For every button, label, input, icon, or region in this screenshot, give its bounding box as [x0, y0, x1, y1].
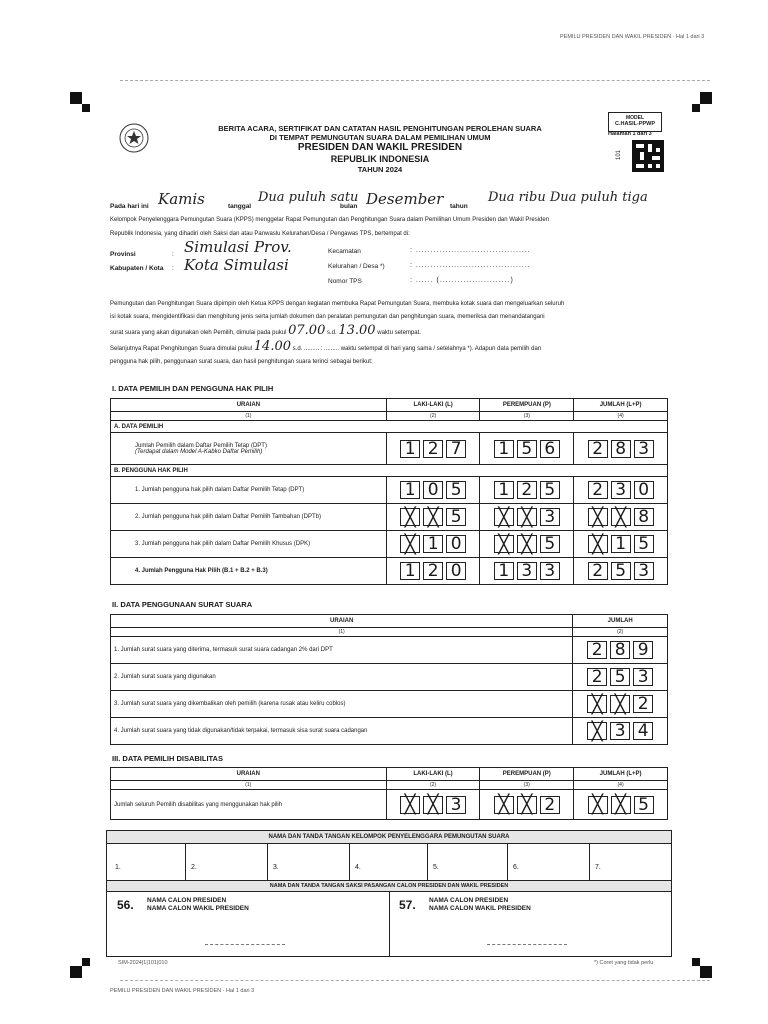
kpps-member-6: 6. — [513, 864, 519, 871]
digit-box: 4 — [633, 722, 653, 740]
digit-box: 6 — [540, 440, 560, 458]
digit-box: 1 — [494, 481, 514, 499]
para-line-4a: Selanjutnya Rapat Penghitungan Suara dimulai pukul — [110, 346, 253, 352]
form-number: 101 — [616, 149, 623, 161]
intro-line-3: Republik Indonesia, yang dihadiri oleh Saksi dan atau Panwaslu Kelurahan/Desa / Pengawas TPS, bertempat di: — [110, 231, 410, 237]
cell-perempuan — [480, 531, 574, 558]
col-uraian: URAIAN — [111, 399, 387, 412]
cell-jumlah — [574, 477, 668, 504]
registration-mark — [692, 958, 700, 966]
kpps-signatures — [107, 844, 671, 881]
table-surat-suara — [110, 614, 668, 745]
table-row — [111, 433, 668, 465]
crossed-digit-box: ╳ — [494, 508, 514, 526]
crossed-digit-box: ╳ — [588, 508, 608, 526]
registration-mark — [70, 966, 82, 978]
cell-laki — [386, 433, 480, 465]
bulan-label: bulan — [340, 203, 358, 210]
row-label-note: (Terdapat dalam Model A-Kabko Daftar Pemilih) — [135, 448, 263, 455]
signature-line — [487, 944, 567, 945]
digit-box: 8 — [611, 440, 631, 458]
table-row — [111, 477, 668, 504]
title-line-2: DI TEMPAT PEMUNGUTAN SUARA DALAM PEMILIHAN UMUM — [269, 133, 491, 142]
digit-box: 5 — [517, 440, 537, 458]
candidate-vice-label: NAMA CALON WAKIL PRESIDEN — [429, 905, 531, 912]
section-1-title: I. DATA PEMILIH DAN PENGGUNA HAK PILIH — [112, 384, 274, 393]
digit-box: 3 — [517, 562, 537, 580]
crossed-digit-box: ╳ — [400, 508, 420, 526]
cell-jumlah — [574, 433, 668, 465]
model-code: C.HASIL-PPWP — [614, 121, 656, 127]
crossed-digit-box: ╳ — [517, 796, 537, 814]
crossed-digit-box: ╳ — [517, 535, 537, 553]
qr-code-icon — [632, 140, 664, 172]
crossed-digit-box: ╳ — [494, 535, 514, 553]
digit-box: 5 — [611, 562, 631, 580]
crossed-digit-box: ╳ — [517, 508, 537, 526]
digit-box: 2 — [587, 668, 607, 686]
digit-box: 2 — [423, 562, 443, 580]
table-row — [111, 637, 668, 664]
title-line-5: TAHUN 2024 — [357, 165, 403, 174]
registration-mark — [82, 104, 90, 112]
crossed-digit-box: ╳ — [423, 796, 443, 814]
para-line-4b: s.d. — [292, 346, 303, 352]
page-counter: Halaman 1 dari 3 — [608, 131, 652, 137]
col-jumlah: JUMLAH (L+P) — [574, 399, 668, 412]
table-pemilih — [110, 398, 668, 585]
digit-boxes — [576, 722, 664, 740]
signature-line — [205, 944, 285, 945]
title-line-1: BERITA ACARA, SERTIFIKAT DAN CATATAN HASIL PENGHITUNGAN PEROLEHAN SUARA — [218, 124, 542, 133]
digit-boxes — [577, 562, 664, 580]
digit-boxes — [390, 796, 477, 814]
top-strip-text: PEMILU PRESIDEN DAN WAKIL PRESIDEN · Hal 1 dari 3 — [560, 34, 705, 40]
cell-perempuan — [480, 504, 574, 531]
crossed-digit-box: ╳ — [610, 695, 630, 713]
digit-boxes — [576, 641, 664, 659]
tanggal-label: tanggal — [228, 203, 252, 210]
para-line-4 — [110, 340, 670, 356]
digit-boxes — [577, 440, 664, 458]
digit-box: 3 — [540, 508, 560, 526]
digit-box: 2 — [588, 440, 608, 458]
crossed-digit-box: ╳ — [494, 796, 514, 814]
row-label: 3. Jumlah surat suara yang dikembalikan oleh pemilih (karena rusak atau keliru coblos) — [111, 691, 573, 718]
digit-box: 1 — [494, 440, 514, 458]
cell-perempuan — [480, 477, 574, 504]
col-num: (1) — [111, 781, 387, 790]
col-num: (1) — [111, 628, 573, 637]
tahun-label: tahun — [450, 203, 468, 210]
row-label: Jumlah seluruh Pemilih disabilitas yang menggunakan hak pilih — [111, 790, 387, 820]
col-num: (1) — [111, 412, 387, 421]
provinsi-value: Simulasi Prov. — [184, 238, 292, 256]
cell-laki — [386, 477, 480, 504]
subsection-b: B. PENGGUNA HAK PILIH — [111, 465, 668, 477]
digit-box: 5 — [634, 796, 654, 814]
hari-value: Kamis — [158, 190, 205, 208]
digit-boxes — [483, 440, 570, 458]
row-label-main: Jumlah Pemilih dalam Daftar Pemilih Tetap (DPT) — [135, 442, 267, 449]
digit-box: 3 — [633, 668, 653, 686]
digit-box: 3 — [446, 796, 466, 814]
kpps-member-4: 4. — [355, 864, 361, 871]
digit-box: 3 — [634, 562, 654, 580]
digit-boxes — [390, 508, 477, 526]
digit-box: 0 — [446, 562, 466, 580]
cell-laki — [386, 558, 480, 585]
kecamatan-value: : ....................................... — [410, 247, 531, 254]
model-box — [608, 112, 662, 132]
cell-jumlah — [573, 637, 668, 664]
kpps-member-2: 2. — [191, 864, 197, 871]
tahun-value: Dua ribu Dua puluh tiga — [488, 190, 648, 205]
crossed-digit-box: ╳ — [588, 535, 608, 553]
kpps-member-3: 3. — [273, 864, 279, 871]
section-2-title: II. DATA PENGGUNAAN SURAT SUARA — [112, 600, 253, 609]
digit-boxes — [576, 695, 664, 713]
section-3-title: III. DATA PEMILIH DISABILITAS — [112, 754, 223, 763]
kecamatan-label: Kecamatan — [328, 248, 361, 255]
top-dotted-rule — [120, 80, 710, 81]
footer-code: SIM-2024|1|101|010 — [118, 960, 168, 966]
digit-box: 0 — [634, 481, 654, 499]
col-perempuan: PEREMPUAN (P) — [480, 768, 574, 781]
kelurahan-value: : ....................................... — [410, 262, 531, 269]
col-num: (2) — [386, 781, 480, 790]
digit-box: 5 — [446, 508, 466, 526]
cell-jumlah — [573, 664, 668, 691]
digit-box: 1 — [400, 562, 420, 580]
kpps-member-7: 7. — [595, 864, 601, 871]
digit-boxes — [577, 481, 664, 499]
candidate-president-label: NAMA CALON PRESIDEN — [429, 897, 509, 904]
cell-laki — [386, 531, 480, 558]
cell-jumlah — [573, 718, 668, 745]
para-line-1: Pemungutan dan Penghitungan Suara dipimpin oleh Ketua KPPS dengan kegiatan membuka Rapat Pemungutan Suara, membuka kotak suara dan mengeluarkan seluruh — [110, 301, 565, 307]
digit-box: 1 — [494, 562, 514, 580]
jam-selesai: 13.00 — [338, 323, 376, 338]
crossed-digit-box: ╳ — [587, 695, 607, 713]
nomor-tps-value: : ...... (........................) — [410, 277, 514, 284]
digit-box: 3 — [610, 722, 630, 740]
registration-mark — [70, 92, 82, 104]
title-line-3: PRESIDEN DAN WAKIL PRESIDEN — [297, 142, 463, 153]
digit-box: 2 — [423, 440, 443, 458]
digit-boxes — [483, 796, 570, 814]
table-row — [111, 790, 668, 820]
crossed-digit-box: ╳ — [400, 535, 420, 553]
colon: : — [172, 265, 174, 272]
crossed-digit-box: ╳ — [588, 796, 608, 814]
digit-box: 2 — [540, 796, 560, 814]
crossed-digit-box: ╳ — [587, 722, 607, 740]
digit-box: 5 — [634, 535, 654, 553]
digit-boxes — [483, 508, 570, 526]
kabupaten-label: Kabupaten / Kota — [110, 265, 164, 272]
paragraph — [110, 298, 670, 369]
digit-boxes — [577, 508, 664, 526]
candidate-number-56: 56. — [117, 898, 134, 912]
digit-box: 8 — [610, 641, 630, 659]
digit-box: 1 — [423, 535, 443, 553]
registration-mark — [700, 966, 712, 978]
digit-box: 7 — [446, 440, 466, 458]
digit-box: 2 — [633, 695, 653, 713]
digit-box: 2 — [588, 481, 608, 499]
cell-perempuan — [480, 558, 574, 585]
col-laki: LAKI-LAKI (L) — [386, 768, 480, 781]
digit-boxes — [483, 481, 570, 499]
colon: : — [172, 251, 174, 258]
para-line-2: isi kotak suara, mengidentifikasi dan menghitung jenis serta jumlah dokumen dan peralatan pemungutan dan penghitungan suara, memeriksa dan menandatangani — [110, 314, 545, 320]
col-jumlah: JUMLAH (L+P) — [574, 768, 668, 781]
digit-box: 2 — [588, 562, 608, 580]
row-label: 4. Jumlah surat suara yang tidak digunakan/tidak terpakai, termasuk sisa surat suara cadangan — [111, 718, 573, 745]
col-perempuan: PEREMPUAN (P) — [480, 399, 574, 412]
col-laki: LAKI-LAKI (L) — [386, 399, 480, 412]
registration-mark — [700, 92, 712, 104]
provinsi-label: Provinsi — [110, 251, 136, 258]
pada-hari-label: Pada hari ini — [110, 203, 149, 210]
digit-box: 9 — [633, 641, 653, 659]
subsection-a: A. DATA PEMILIH — [111, 421, 668, 433]
candidate-vice-label: NAMA CALON WAKIL PRESIDEN — [147, 905, 249, 912]
jam-mulai: 07.00 — [288, 323, 326, 338]
digit-box: 5 — [540, 481, 560, 499]
cell-jumlah — [574, 504, 668, 531]
col-uraian: URAIAN — [111, 615, 573, 628]
table-row — [111, 504, 668, 531]
col-num: (4) — [574, 781, 668, 790]
table-row — [111, 664, 668, 691]
digit-box: 3 — [540, 562, 560, 580]
cell-jumlah — [574, 531, 668, 558]
cell-perempuan — [480, 790, 574, 820]
row-label: 3. Jumlah pengguna hak pilih dalam Daftar Pemilih Khusus (DPK) — [111, 531, 387, 558]
row-label — [111, 433, 387, 465]
bottom-dotted-rule — [120, 980, 710, 981]
para-line-3 — [110, 324, 670, 340]
digit-box: 0 — [446, 535, 466, 553]
para-line-3b: waktu setempat. — [377, 330, 421, 336]
cell-laki — [386, 790, 480, 820]
col-num: (2) — [573, 628, 668, 637]
col-num: (2) — [386, 412, 480, 421]
tanggal-value: Dua puluh satu — [258, 190, 359, 205]
digit-box: 5 — [610, 668, 630, 686]
digit-box: 5 — [446, 481, 466, 499]
footer-note: *) Coret yang tidak perlu — [594, 960, 654, 966]
digit-box: 2 — [517, 481, 537, 499]
kpps-title: NAMA DAN TANDA TANGAN KELOMPOK PENYELENGGARA PEMUNGUTAN SUARA — [107, 831, 671, 844]
row-label: 4. Jumlah Pengguna Hak Pilih (B.1 + B.2 + B.3) — [111, 558, 387, 585]
cell-perempuan — [480, 433, 574, 465]
crossed-digit-box: ╳ — [611, 508, 631, 526]
digit-box: 8 — [634, 508, 654, 526]
model-label: MODEL — [625, 115, 645, 121]
digit-box: 5 — [540, 535, 560, 553]
digit-box: 1 — [611, 535, 631, 553]
candidate-president-label: NAMA CALON PRESIDEN — [147, 897, 227, 904]
saksi-signatures — [107, 892, 671, 956]
digit-boxes — [483, 562, 570, 580]
col-num: (3) — [480, 781, 574, 790]
signature-block — [106, 830, 672, 957]
col-uraian: URAIAN — [111, 768, 387, 781]
bulan-value: Desember — [366, 190, 444, 208]
kabupaten-value: Kota Simulasi — [184, 256, 289, 274]
candidate-number-57: 57. — [399, 898, 416, 912]
row-label: 2. Jumlah surat suara yang digunakan — [111, 664, 573, 691]
row-label: 2. Jumlah pengguna hak pilih dalam Daftar Pemilih Tambahan (DPTb) — [111, 504, 387, 531]
jam-hitung: 14.00 — [253, 339, 291, 354]
sd-label: s.d. — [327, 330, 337, 336]
col-jumlah: JUMLAH — [573, 615, 668, 628]
digit-boxes — [390, 535, 477, 553]
table-row — [111, 691, 668, 718]
digit-boxes — [390, 481, 477, 499]
col-num: (4) — [574, 412, 668, 421]
registration-mark — [692, 104, 700, 112]
row-label: 1. Jumlah pengguna hak pilih dalam Daftar Pemilih Tetap (DPT) — [111, 477, 387, 504]
nomor-tps-label: Nomor TPS — [328, 278, 362, 285]
digit-boxes — [390, 562, 477, 580]
row-label: 1. Jumlah surat suara yang diterima, termasuk surat suara cadangan 2% dari DPT — [111, 637, 573, 664]
digit-box: 3 — [611, 481, 631, 499]
digit-box: 3 — [634, 440, 654, 458]
cell-jumlah — [574, 558, 668, 585]
kpu-logo-icon — [118, 122, 150, 154]
bottom-strip-text: PEMILU PRESIDEN DAN WAKIL PRESIDEN · Hal 1 dari 3 — [110, 988, 255, 994]
kpps-member-1: 1. — [115, 864, 121, 871]
para-line-5: pengguna hak pilih, penggunaan surat suara, dan hasil penghitungan suara terinci sebagai berikut: — [110, 359, 373, 365]
col-num: (3) — [480, 412, 574, 421]
crossed-digit-box: ╳ — [423, 508, 443, 526]
intro-line — [110, 190, 670, 214]
digit-boxes — [576, 668, 664, 686]
table-disabilitas — [110, 767, 668, 820]
cell-laki — [386, 504, 480, 531]
cell-jumlah — [574, 790, 668, 820]
crossed-digit-box: ╳ — [611, 796, 631, 814]
digit-boxes — [577, 796, 664, 814]
intro-line-2: Kelompok Penyelenggara Pemungutan Suara (KPPS) menggelar Rapat Pemungutan dan Penghitungan Suara dalam Pemilihan Umum Presiden dan Wakil Presiden — [110, 217, 550, 223]
table-row — [111, 718, 668, 745]
digit-box: 0 — [423, 481, 443, 499]
kpps-member-5: 5. — [433, 864, 439, 871]
para-line-3a: surat suara yang akan digunakan oleh Pemilih, dimulai pada pukul — [110, 330, 287, 336]
digit-boxes — [483, 535, 570, 553]
table-row — [111, 531, 668, 558]
digit-boxes — [390, 440, 477, 458]
digit-box: 1 — [400, 481, 420, 499]
table-row — [111, 558, 668, 585]
digit-box: 2 — [587, 641, 607, 659]
title-line-4: REPUBLIK INDONESIA — [330, 154, 430, 164]
saksi-title: NAMA DAN TANDA TANGAN SAKSI PASANGAN CALON PRESIDEN DAN WAKIL PRESIDEN — [107, 881, 671, 892]
cell-jumlah — [573, 691, 668, 718]
kelurahan-label: Kelurahan / Desa *) — [328, 263, 385, 270]
registration-mark — [82, 958, 90, 966]
para-line-4c: ......... : ......... waktu setempat di hari yang sama / setelahnya *). Adapun data pemilih dan — [304, 346, 542, 352]
digit-box: 1 — [400, 440, 420, 458]
crossed-digit-box: ╳ — [400, 796, 420, 814]
digit-boxes — [577, 535, 664, 553]
